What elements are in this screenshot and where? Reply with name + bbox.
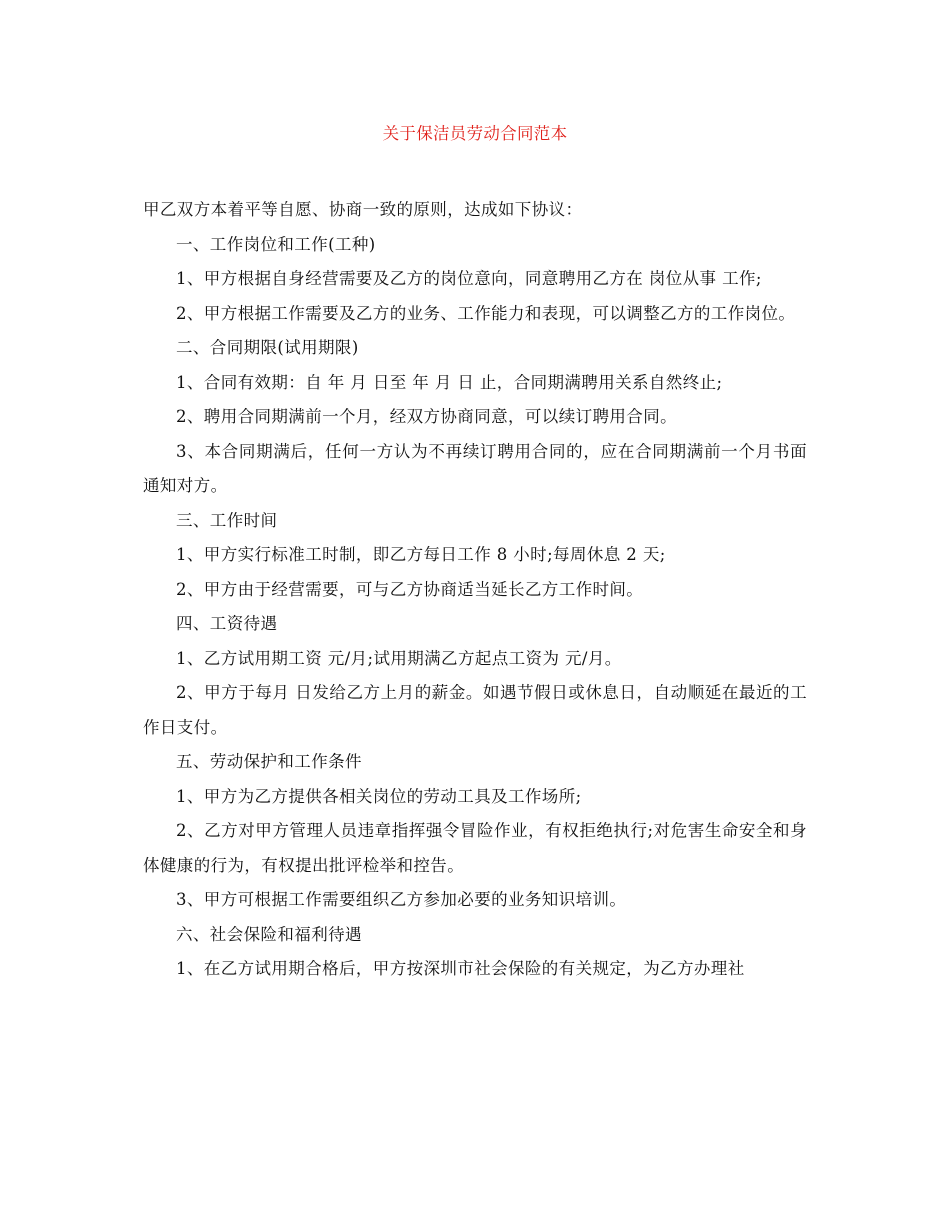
section-heading-6: 六、社会保险和福利待遇 bbox=[176, 924, 362, 944]
section-heading-5: 五、劳动保护和工作条件 bbox=[176, 752, 362, 771]
document-title: 关于保洁员劳动合同范本 bbox=[382, 124, 568, 143]
section-heading-4: 四、工资待遇 bbox=[176, 614, 278, 633]
document-body bbox=[143, 193, 807, 987]
clause-5-1: 1、甲方为乙方提供各相关岗位的劳动工具及工作场所; bbox=[176, 786, 582, 806]
section-heading-3: 三、工作时间 bbox=[176, 510, 278, 530]
clause-5-3: 3、甲方可根据工作需要组织乙方参加必要的业务知识培训。 bbox=[176, 890, 627, 909]
section-heading-2: 二、合同期限(试用期限) bbox=[176, 338, 359, 357]
clause-5-2: 2、乙方对甲方管理人员违章指挥强令冒险作业，有权拒绝执行;对危害生命安全和身体健康的行为，有权提出批评检举和控告。 bbox=[143, 821, 807, 875]
clause-3-2: 2、甲方由于经营需要，可与乙方协商适当延长乙方工作时间。 bbox=[176, 579, 644, 599]
clause-4-1: 1、乙方试用期工资 元/月;试用期满乙方起点工资为 元/月。 bbox=[176, 648, 622, 668]
clause-3-1: 1、甲方实行标准工时制，即乙方每日工作 8 小时;每周休息 2 天; bbox=[176, 545, 666, 564]
clause-2-3: 3、本合同期满后，任何一方认为不再续订聘用合同的，应在合同期满前一个月书面通知对方。 bbox=[143, 441, 807, 495]
paragraph-preamble: 甲乙双方本着平等自愿、协商一致的原则，达成如下协议： bbox=[143, 200, 583, 219]
clause-6-1: 1、在乙方试用期合格后，甲方按深圳市社会保险的有关规定，为乙方办理社 bbox=[176, 959, 745, 978]
clause-2-2: 2、聘用合同期满前一个月，经双方协商同意，可以续订聘用合同。 bbox=[176, 407, 677, 426]
clause-1-1: 1、甲方根据自身经营需要及乙方的岗位意向，同意聘用乙方在 岗位从事 工作; bbox=[176, 269, 762, 288]
section-heading-1: 一、工作岗位和工作(工种) bbox=[176, 234, 376, 254]
clause-4-2: 2、甲方于每月 日发给乙方上月的薪金。如遇节假日或休息日，自动顺延在最近的工作日支付。 bbox=[143, 683, 807, 737]
clause-2-1: 1、合同有效期：自 年 月 日至 年 月 日 止，合同期满聘用关系自然终止; bbox=[176, 372, 723, 392]
clause-1-2: 2、甲方根据工作需要及乙方的业务、工作能力和表现，可以调整乙方的工作岗位。 bbox=[176, 303, 796, 323]
